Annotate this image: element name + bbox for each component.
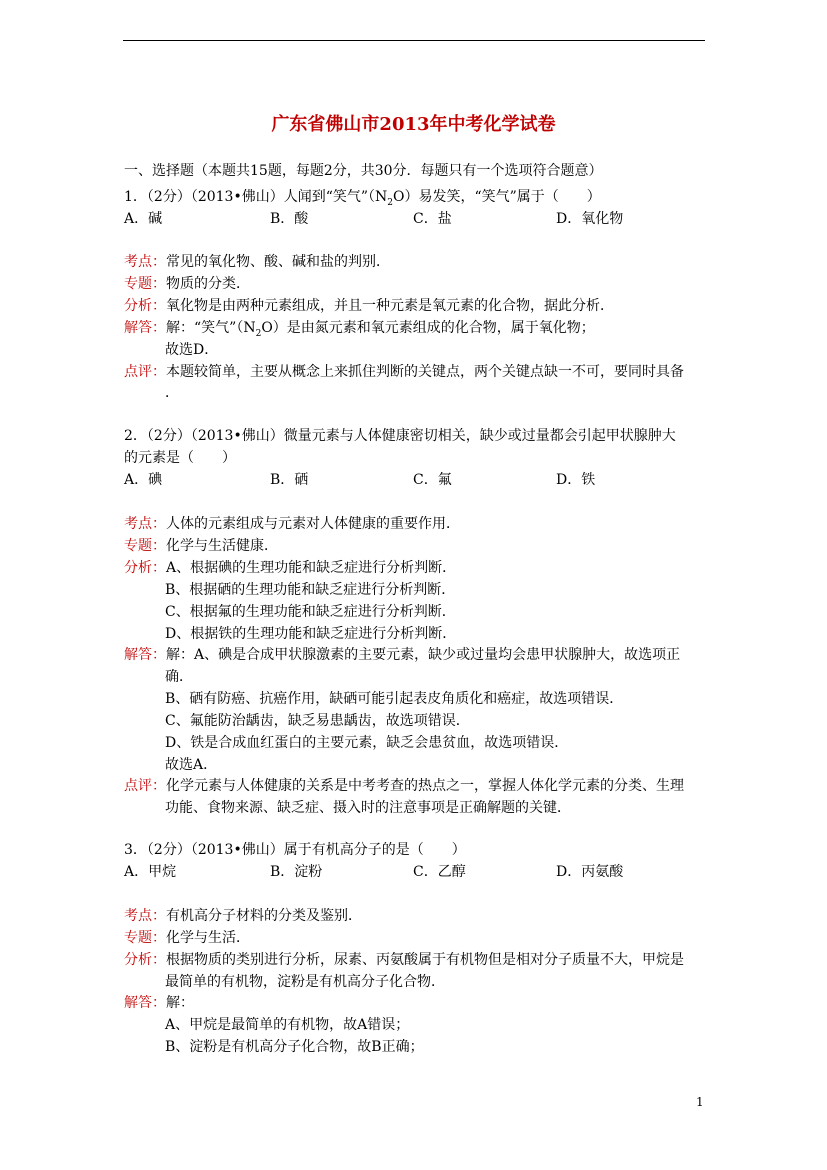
q1-dianping-line-2: ． (165, 385, 179, 401)
q2-jieda-line-4: C、氟能防治龋齿，缺乏易患龋齿，故选项错误． (165, 713, 470, 729)
q2-kaodian: 考点：人体的元素组成与元素对人体健康的重要作用． (124, 516, 460, 532)
q3-fenxi: 分析：根据物质的类别进行分析，尿素、丙氨酸属于有机物但是相对分子质量不大，甲烷是 (124, 952, 684, 968)
q1-kaodian: 考点：常见的氧化物、酸、碱和盐的判别． (124, 254, 390, 270)
q2-jieda: 解答：解：A、碘是合成甲状腺激素的主要元素，缺少或过量均会患甲状腺肿大，故选项正 (124, 647, 681, 663)
q3-stem: 3．（2分）（2013•佛山）属于有机高分子的是（ ） (124, 842, 466, 858)
q2-option-b: B．硒 (270, 472, 309, 488)
q1-option-d: D．氧化物 (556, 211, 624, 227)
q3-option-b: B．淀粉 (270, 864, 323, 880)
q2-jieda-line-2: 确． (165, 669, 193, 685)
q3-zhuanti: 专题：化学与生活． (124, 930, 250, 946)
q1-stem: 1．（2分）（2013•佛山）人闻到“笑气$”(N_2O)$易发笑，“笑气”属于（ ） (124, 189, 601, 208)
q3-option-d: D．丙氨酸 (556, 864, 624, 880)
q3-option-c: C．乙醇 (413, 864, 466, 880)
q2-fenxi-line-2: B、根据硒的生理功能和缺乏症进行分析判断． (165, 582, 456, 598)
q3-jieda-line-3: B、淀粉是有机高分子化合物，故B正确； (165, 1039, 424, 1055)
q1-option-c: C．盐 (413, 211, 452, 227)
q1-dianping: 点评：本题较简单，主要从概念上来抓住判断的关键点，两个关键点缺一不可，要同时具备 (124, 364, 684, 380)
q2-dianping: 点评：化学元素与人体健康的关系是中考考查的热点之一，掌握人体化学元素的分类、生理 (124, 778, 684, 794)
q2-option-a: A．碘 (124, 472, 163, 488)
q2-dianping-line-2: 功能、食物来源、缺乏症、摄入时的注意事项是正确解题的关键． (165, 800, 571, 816)
q2-stem-line-1: 2．（2分）（2013•佛山）微量元素与人体健康密切相关，缺少或过量都会引起甲状腺肿大 (124, 428, 676, 444)
page-number: 1 (696, 1095, 704, 1109)
q3-jieda-line-2: A、甲烷是最简单的有机物，故A错误； (165, 1017, 410, 1033)
q2-jieda-line-6: 故选A． (165, 757, 218, 773)
q1-zhuanti: 专题：物质的分类． (124, 276, 250, 292)
q1-jieda-line-2: 故选D． (165, 342, 219, 358)
q2-jieda-line-3: B、硒有防癌、抗癌作用，缺硒可能引起表皮角质化和癌症，故选项错误． (165, 691, 624, 707)
q1-fenxi: 分析：氧化物是由两种元素组成，并且一种元素是氧元素的化合物，据此分析． (124, 298, 614, 314)
q2-fenxi-line-3: C、根据氟的生理功能和缺乏症进行分析判断． (165, 604, 456, 620)
q2-fenxi: 分析：A、根据碘的生理功能和缺乏症进行分析判断． (124, 560, 457, 576)
q2-option-d: D．铁 (556, 472, 596, 488)
page-title: 广东省佛山市2013年中考化学试卷 (271, 114, 556, 135)
q1-option-a: A．碱 (124, 211, 163, 227)
q2-jieda-line-5: D、铁是合成血红蛋白的主要元素，缺乏会患贫血，故选项错误． (165, 735, 569, 751)
q2-zhuanti: 专题：化学与生活健康． (124, 538, 278, 554)
q3-fenxi-line-2: 最简单的有机物，淀粉是有机高分子化合物． (165, 974, 445, 990)
q1-jieda: 解答：解：“笑气$”(N_2O)$是由氮元素和氧元素组成的化合物，属于氧化物； (124, 320, 595, 339)
q2-option-c: C．氟 (413, 472, 452, 488)
q1-option-b: B．酸 (270, 211, 309, 227)
q3-jieda: 解答：解： (124, 995, 194, 1011)
q2-stem-line-2: 的元素是（ ） (124, 450, 236, 466)
q3-kaodian: 考点：有机高分子材料的分类及鉴别． (124, 908, 362, 924)
q3-option-a: A．甲烷 (124, 864, 177, 880)
q2-fenxi-line-4: D、根据铁的生理功能和缺乏症进行分析判断． (165, 626, 457, 642)
section-header: 一、选择题（本题共15题，每题2分，共30分．每题只有一个选项符合题意） (124, 163, 603, 179)
header-rule (123, 40, 705, 41)
